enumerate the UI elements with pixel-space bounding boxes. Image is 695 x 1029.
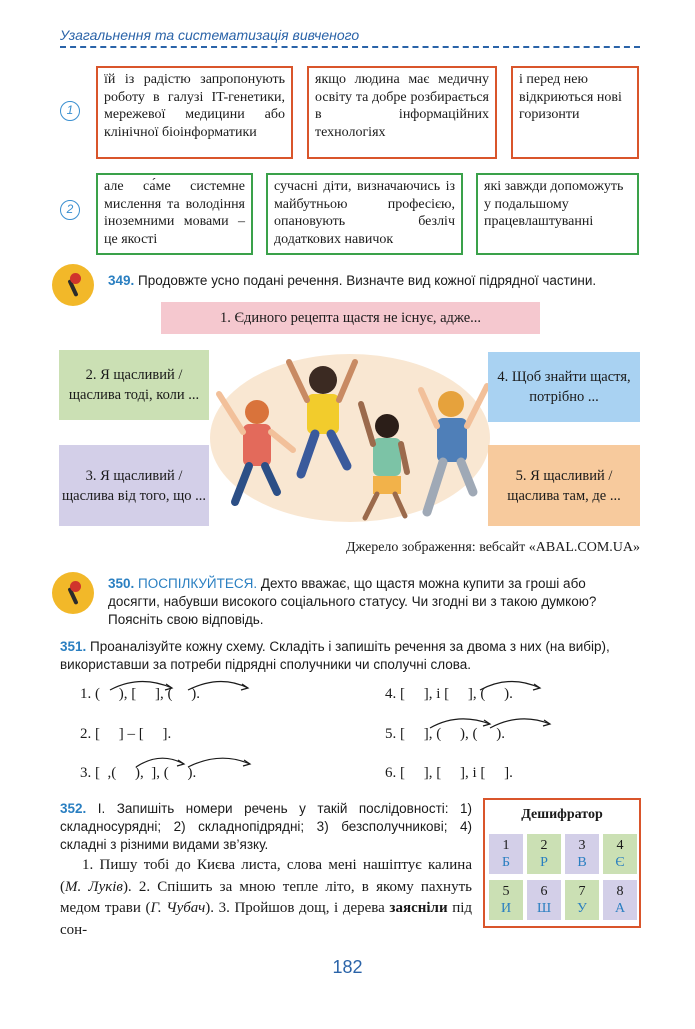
person-3-head <box>375 414 399 438</box>
scheme-4: 4. [ ], і [ ], ( ). <box>385 686 513 702</box>
scheme-5: 5. [ ], ( ), ( ). <box>385 726 505 742</box>
person-4-head <box>438 391 464 417</box>
task-349 <box>108 272 643 290</box>
scheme-2: 2. [ ] – [ ]. <box>80 726 172 742</box>
scheme-1: 1. ( ), [ ], ( ). <box>80 686 200 702</box>
task-352-sentences <box>60 855 472 941</box>
sentence-text-3: ). 3. Пройшов дощ, і дерева <box>205 900 390 916</box>
decoder-cell-4: 4 Є <box>603 834 637 874</box>
row1-box-1: їй із радістю запропонують роботу в галузі IT-генетики, мережевої медицини або клінічної біоінформатики <box>96 66 293 159</box>
microphone-icon-2 <box>52 572 94 614</box>
happy-people-illustration <box>205 342 495 528</box>
prompt-4: 4. Щоб знайти щастя, потрібно ... <box>488 352 640 422</box>
task-349-number: 349. <box>108 273 135 288</box>
author-1: М. Луків <box>65 878 123 895</box>
decoder-cell-8: 8 А <box>603 880 637 920</box>
person-2-head <box>309 366 337 394</box>
task-350 <box>108 575 640 629</box>
page-number: 182 <box>332 957 363 977</box>
decoder-cell-1: 1 Б <box>489 834 523 874</box>
row2-box-3: які завжди допоможуть у подальшому працевлаштуванні <box>476 173 639 255</box>
decoder-cell-7: 7 У <box>565 880 599 920</box>
task-349-text: Продовжте усно подані речення. Визначте вид кожної підрядної частини. <box>138 273 597 288</box>
decoder-cell-6: 6 Ш <box>527 880 561 920</box>
person-1-head <box>245 400 269 424</box>
sentence-text-1: 1. Пишу тобі до Києва листа, слова мені нашіптує калина ( <box>60 857 472 895</box>
sentence-text-4: під сон- <box>60 900 473 938</box>
row2-box-2: сучасні діти, визначаючись із майбутньою професією, опановують безліч додаткових навичок <box>266 173 463 255</box>
row2-box-1: але са́ме системне мислення та володіння іноземними мовами – це якості <box>96 173 253 255</box>
image-source: Джерело зображення: вебсайт «ABAL.COM.UA» <box>345 540 640 555</box>
scheme-6: 6. [ ], [ ], і [ ]. <box>385 765 513 781</box>
row-number-1: 1 <box>60 101 80 121</box>
row-number-2: 2 <box>60 200 80 220</box>
sentence-text-2: ). 2. Спішить за мною тепле літо, в якому пахнуть медом трави ( <box>60 878 472 916</box>
prompt-5: 5. Я щасливий / щаслива там, де ... <box>488 445 640 526</box>
highlighted-word: заясніли <box>389 900 448 916</box>
decoder-table <box>483 798 641 928</box>
row1-box-2: якщо людина має медичну освіту та добре розбирається в інформаційних технологіях <box>307 66 497 159</box>
scheme-3: 3. [ ,( ), ], ( ). <box>80 765 197 781</box>
task-351 <box>60 638 640 674</box>
task-350-number: 350. <box>108 576 135 591</box>
header-divider <box>60 46 640 48</box>
microphone-icon <box>52 264 94 306</box>
prompt-2: 2. Я щасливий / щаслива тоді, коли ... <box>59 350 209 420</box>
decoder-title: Дешифратор <box>521 807 603 822</box>
task-351-number: 351. <box>60 639 87 654</box>
task-352 <box>60 800 472 854</box>
task-351-text: Проаналізуйте кожну схему. Складіть і запишіть речення за двома з них (на вибір), використавши за потреби підрядні сполучники чи сполучні слова. <box>60 639 610 672</box>
section-header: Узагальнення та систематизація вивченого <box>60 27 360 43</box>
task-350-text: Дехто вважає, що щастя можна купити за гроші або досягти, набувши високого соціального статусу. Чи згодні ви з такою думкою? Поясніть свою відповідь. <box>108 576 597 627</box>
prompt-1: 1. Єдиного рецепта щастя не існує, адже... <box>161 302 540 334</box>
decoder-cell-2: 2 Р <box>527 834 561 874</box>
prompt-3: 3. Я щасливий / щаслива від того, що ... <box>59 445 209 526</box>
author-2: Г. Чубач <box>150 900 206 916</box>
task-352-text: І. Запишіть номери речень у такій послідовності: 1) складносурядні; 2) складнопідрядні; 3) безсполучникові; 4) складні з різними видами зв’язку. <box>60 801 472 852</box>
row1-box-3: і перед нею відкриються нові горизонти <box>511 66 639 159</box>
task-350-label: ПОСПІЛКУЙТЕСЯ. <box>138 576 258 591</box>
decoder-cell-3: 3 В <box>565 834 599 874</box>
decoder-cell-5: 5 И <box>489 880 523 920</box>
task-352-number: 352. <box>60 801 87 816</box>
